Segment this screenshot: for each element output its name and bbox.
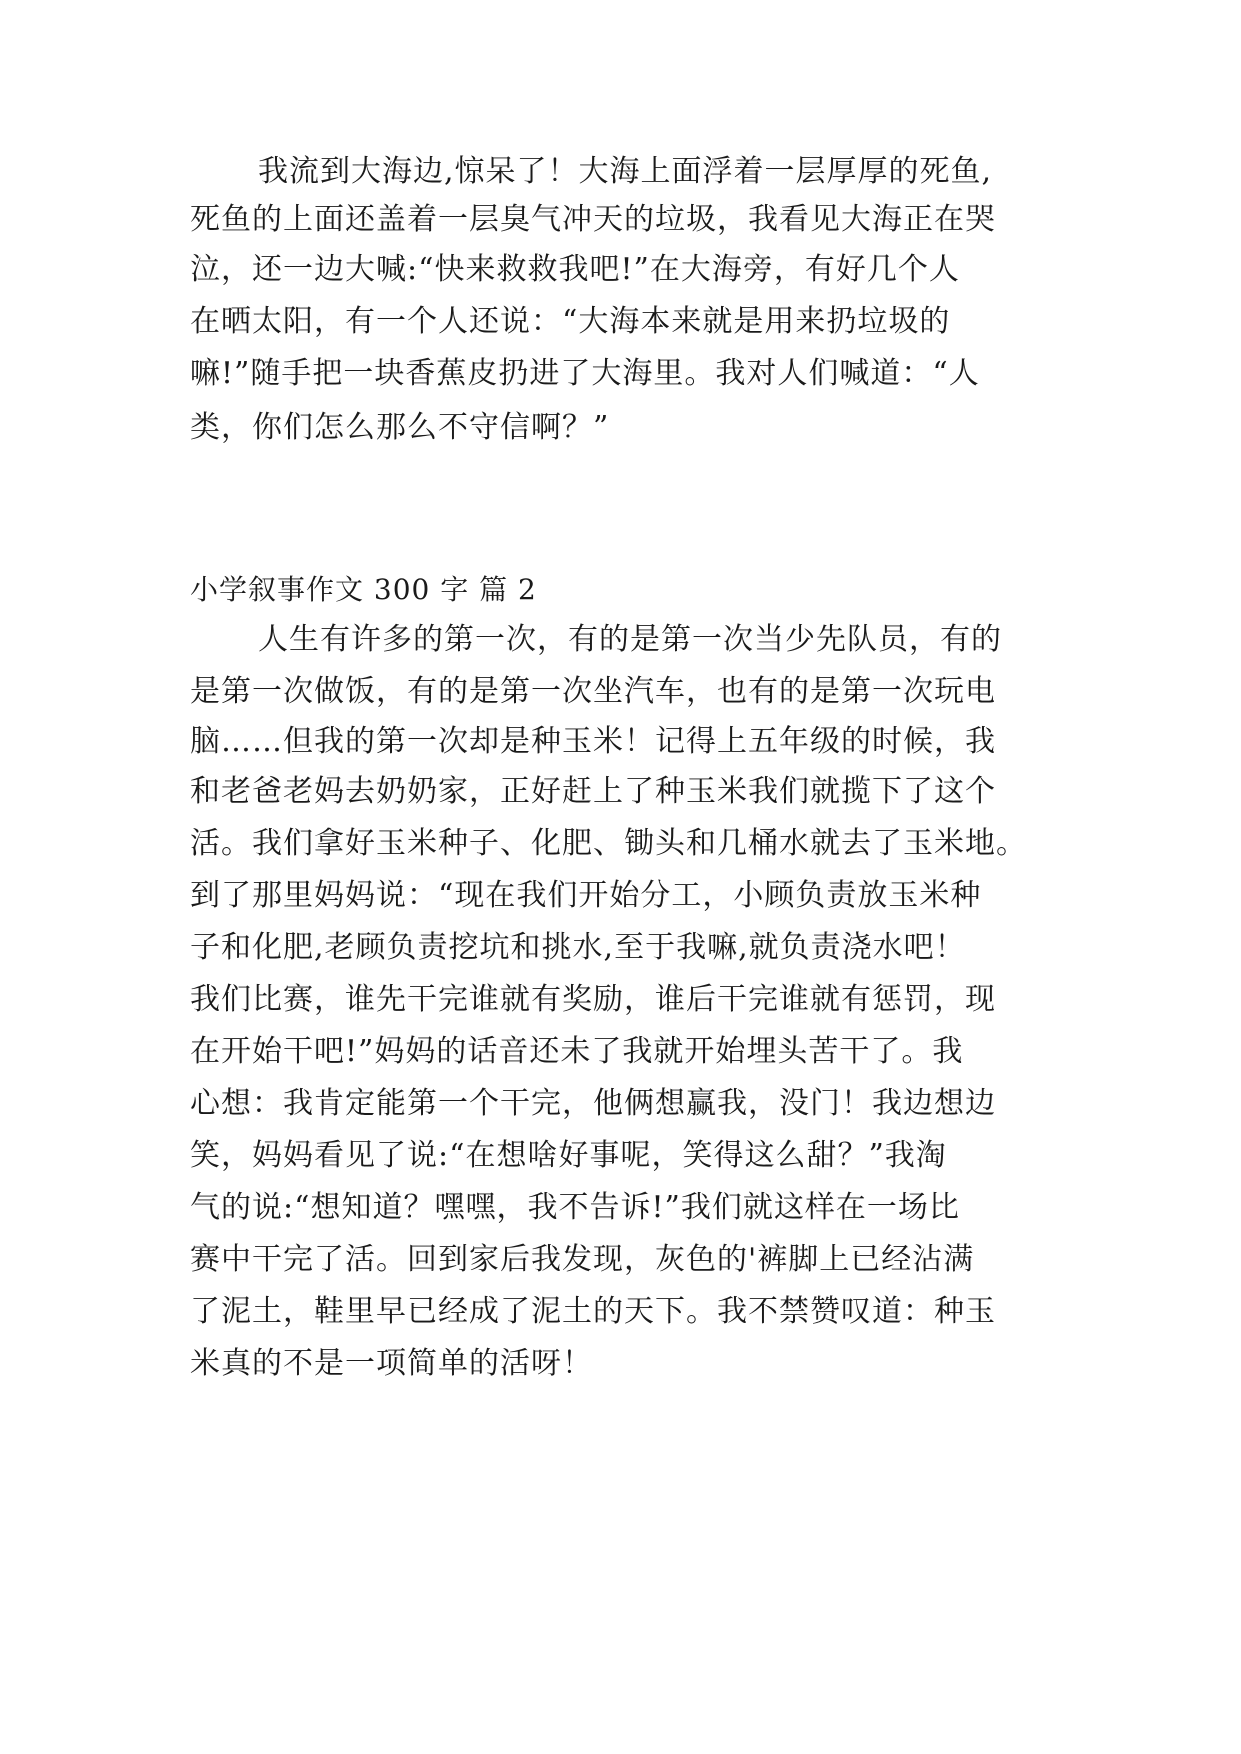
paragraph-2-line-4: 和老爸老妈去奶奶家，正好赶上了种玉米我们就揽下了这个 — [190, 774, 996, 809]
paragraph-2-line-3: 脑……但我的第一次却是种玉米！记得上五年级的时候，我 — [190, 724, 996, 759]
essay-heading: 小学叙事作文 300 字 篇 2 — [190, 573, 537, 606]
paragraph-2-line-5: 活。我们拿好玉米种子、化肥、锄头和几桶水就去了玉米地。 — [190, 826, 1027, 861]
paragraph-1-line-3: 泣，还一边大喊:“快来救救我吧!”在大海旁，有好几个人 — [190, 252, 960, 287]
paragraph-1-line-6: 类，你们怎么那么不守信啊？” — [190, 410, 610, 445]
paragraph-2-line-12: 气的说:“想知道？嘿嘿，我不告诉!”我们就这样在一场比 — [190, 1190, 960, 1225]
paragraph-2-line-8: 我们比赛，谁先干完谁就有奖励，谁后干完谁就有惩罚，现 — [190, 982, 996, 1017]
paragraph-2-line-10: 心想：我肯定能第一个干完，他俩想赢我，没门！我边想边 — [190, 1086, 996, 1121]
paragraph-2-line-11: 笑，妈妈看见了说:“在想啥好事呢，笑得这么甜？”我淘 — [190, 1138, 947, 1173]
paragraph-2-line-1: 人生有许多的第一次，有的是第一次当少先队员，有的 — [258, 622, 1002, 657]
paragraph-2-line-15: 米真的不是一项简单的活呀！ — [190, 1346, 593, 1381]
paragraph-1-line-1: 我流到大海边,惊呆了！大海上面浮着一层厚厚的死鱼, — [258, 154, 993, 189]
paragraph-2-line-2: 是第一次做饭，有的是第一次坐汽车，也有的是第一次玩电 — [190, 674, 996, 709]
paragraph-2-line-14: 了泥土，鞋里早已经成了泥土的天下。我不禁赞叹道：种玉 — [190, 1294, 996, 1329]
paragraph-2-line-6: 到了那里妈妈说：“现在我们开始分工，小顾负责放玉米种 — [190, 878, 982, 913]
paragraph-1-line-2: 死鱼的上面还盖着一层臭气冲天的垃圾，我看见大海正在哭 — [190, 202, 996, 237]
paragraph-2-line-7: 子和化肥,老顾负责挖坑和挑水,至于我嘛,就负责浇水吧！ — [190, 930, 966, 965]
paragraph-1-line-5: 嘛!”随手把一块香蕉皮扔进了大海里。我对人们喊道：“人 — [190, 356, 980, 391]
paragraph-1-line-4: 在晒太阳，有一个人还说：“大海本来就是用来扔垃圾的 — [190, 304, 951, 339]
paragraph-2-line-13: 赛中干完了活。回到家后我发现，灰色的'裤脚上已经沾满 — [190, 1242, 975, 1277]
paragraph-2-line-9: 在开始干吧!”妈妈的话音还未了我就开始埋头苦干了。我 — [190, 1034, 964, 1069]
